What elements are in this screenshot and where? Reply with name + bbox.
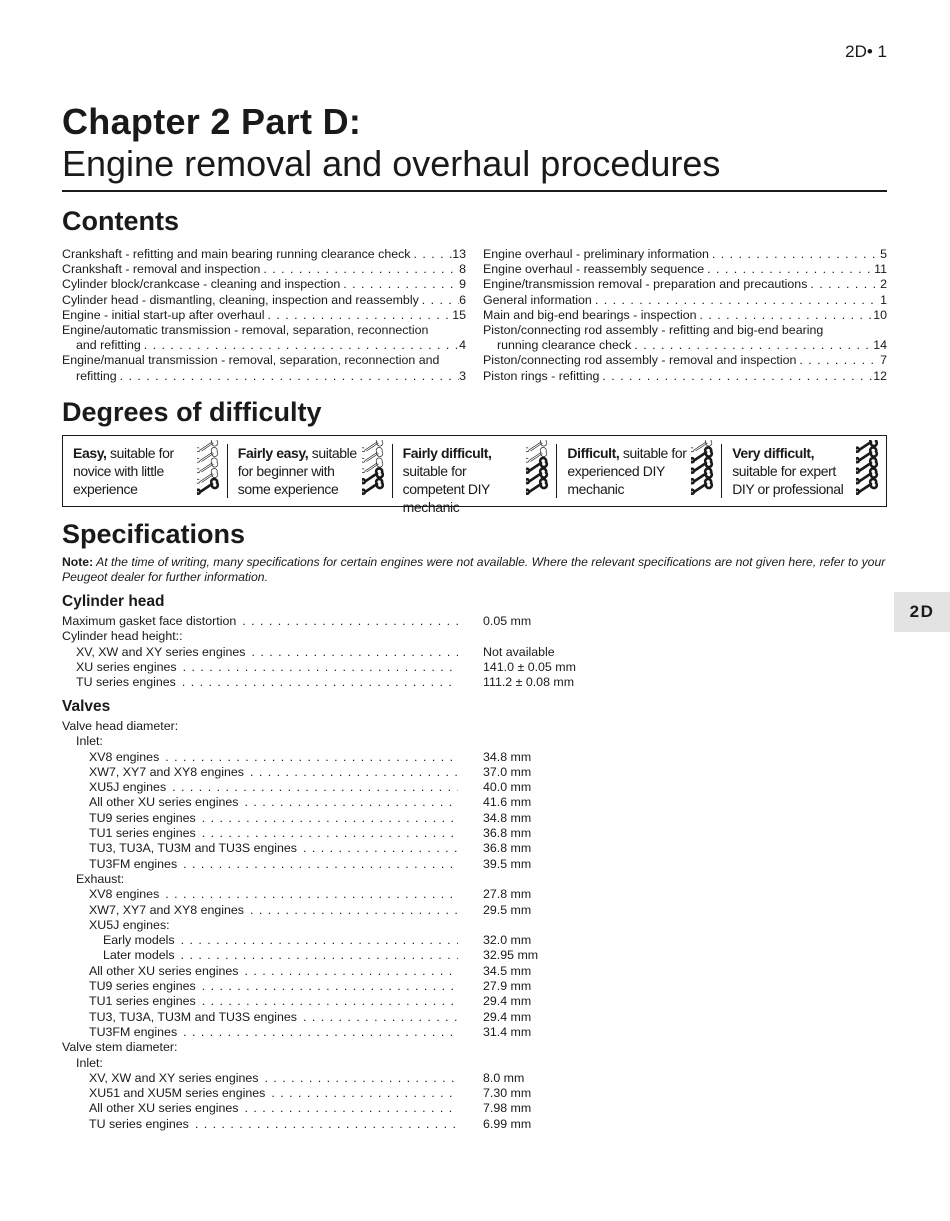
dot-leader (236, 614, 458, 629)
wrench-rating-icon (526, 440, 550, 496)
spec-value: 29.5 mm (483, 902, 532, 917)
contents-entry (62, 277, 466, 292)
difficulty-text: suitable for beginner with some experience (237, 445, 357, 497)
contents-entry-title: Engine/transmission removal - preparation and precautions (483, 277, 808, 292)
contents-entry-title: Engine - initial start-up after overhaul (62, 307, 265, 322)
spec-label: TU3FM engines (89, 856, 178, 871)
contents-entry-page: 4 (459, 338, 466, 353)
contents-entry (62, 262, 466, 277)
spec-value: 31.4 mm (483, 1024, 532, 1039)
dot-leader (297, 841, 458, 856)
spec-row (62, 719, 622, 734)
contents-entry-title: Piston/connecting rod assembly - removal and inspection (483, 353, 797, 368)
spec-row (62, 750, 622, 765)
contents-entry (483, 293, 887, 308)
chapter-subtitle: Engine removal and overhaul procedures (62, 143, 721, 184)
dot-leader (297, 1010, 458, 1025)
spec-row (62, 948, 622, 963)
valves-heading: Valves (62, 698, 111, 715)
contents-entry (483, 277, 887, 292)
contents-entry-page: 10 (873, 307, 887, 322)
spec-row (62, 933, 622, 948)
title-rule (62, 190, 887, 192)
difficulty-level (393, 444, 558, 515)
dot-leader (177, 1025, 458, 1040)
difficulty-level (557, 444, 722, 498)
contents-entry-title: and refitting (76, 338, 141, 353)
dot-leader (238, 795, 458, 810)
contents-entry-page: 3 (459, 368, 466, 383)
spec-row (62, 918, 622, 933)
dot-leader (419, 293, 459, 308)
note-text: At the time of writing, many specifications for certain engines were not available. Where the relevant specifications are not given here, refer to your Peugeot dealer for further information. (62, 555, 886, 584)
spec-row (62, 887, 622, 902)
spec-row (62, 660, 622, 675)
dot-leader (177, 857, 458, 872)
dot-leader (196, 979, 458, 994)
spec-label: XV8 engines (89, 749, 160, 764)
contents-entry (483, 247, 887, 262)
spec-row (62, 811, 622, 826)
spec-label: All other XU series engines (89, 1101, 239, 1116)
spec-row (62, 1040, 622, 1055)
wrench-rating-icon (362, 440, 386, 496)
spec-label: Later models (103, 948, 175, 963)
difficulty-label: Fairly difficult, (402, 445, 492, 461)
difficulty-level (228, 444, 393, 498)
contents-entry (62, 353, 466, 368)
contents-entry-page: 1 (880, 292, 887, 307)
note-label: Note: (62, 555, 94, 569)
difficulty-text: suitable for experienced DIY mechanic (567, 445, 687, 497)
spec-value: 29.4 mm (483, 1009, 532, 1024)
spec-row (62, 1071, 622, 1086)
spec-label: TU3, TU3A, TU3M and TU3S engines (89, 841, 297, 856)
spec-value: 40.0 mm (483, 780, 532, 795)
spec-value: 37.0 mm (483, 764, 532, 779)
spec-row (62, 979, 622, 994)
spec-row (62, 734, 622, 749)
page-number: 2D• 1 (845, 42, 887, 61)
spec-label: XU5J engines (89, 780, 167, 795)
spec-label: Inlet: (76, 734, 103, 749)
difficulty-legend (62, 435, 887, 515)
contents-entry-page: 14 (873, 338, 887, 353)
spec-label: TU9 series engines (89, 810, 196, 825)
spec-label: Maximum gasket face distortion (62, 614, 237, 628)
contents-entry (62, 308, 466, 323)
spec-row (62, 1101, 622, 1116)
dot-leader (238, 964, 458, 979)
dot-leader (631, 338, 873, 353)
contents-entry (62, 323, 466, 338)
spec-value: 34.8 mm (483, 749, 532, 764)
dot-leader (704, 262, 874, 277)
chapter-title: Chapter 2 Part D: (62, 101, 362, 142)
dot-leader (175, 948, 458, 963)
dot-leader (117, 369, 459, 384)
spec-value: 8.0 mm (483, 1070, 525, 1085)
dot-leader (697, 308, 874, 323)
spec-label: Early models (103, 933, 175, 948)
difficulty-label: Very difficult, (732, 445, 815, 461)
spec-label: TU series engines (89, 1116, 189, 1131)
dot-leader (141, 338, 459, 353)
spec-row (62, 1025, 622, 1040)
contents-entry (62, 247, 466, 262)
spec-row (62, 780, 622, 795)
dot-leader (196, 826, 458, 841)
contents-entry-page: 13 (452, 247, 466, 261)
difficulty-description (73, 444, 198, 498)
spec-value: 36.8 mm (483, 841, 532, 856)
dot-leader (196, 811, 458, 826)
spec-value: 41.6 mm (483, 795, 532, 810)
contents-entry (483, 369, 887, 384)
spec-value: 32.0 mm (483, 933, 532, 948)
contents-entry-title: Cylinder head - dismantling, cleaning, inspection and reassembly (62, 292, 419, 307)
difficulty-description (238, 444, 363, 498)
spec-label: XV, XW and XY series engines (76, 644, 246, 659)
spec-label: All other XU series engines (89, 963, 239, 978)
spec-label: XU series engines (76, 659, 177, 674)
spec-value: 141.0 ± 0.05 mm (483, 659, 576, 674)
contents-entry (483, 308, 887, 323)
spec-row (62, 1010, 622, 1025)
contents-entry (483, 353, 887, 368)
spec-row (62, 857, 622, 872)
spec-row (62, 964, 622, 979)
contents-entry-title: Crankshaft - refitting and main bearing running clearance check (62, 247, 411, 261)
contents-entry-page: 7 (880, 353, 887, 368)
spec-label: All other XU series engines (89, 795, 239, 810)
contents-entry (483, 323, 887, 338)
dot-leader (709, 247, 880, 262)
contents-entry-title: running clearance check (497, 338, 632, 353)
valves-specs (62, 719, 622, 1132)
spec-row (62, 1117, 622, 1132)
spec-row (62, 826, 622, 841)
dot-leader (196, 994, 458, 1009)
dot-leader (245, 645, 458, 660)
spec-row (62, 765, 622, 780)
contents-entry-title: refitting (76, 368, 117, 383)
contents-entry (62, 293, 466, 308)
contents-entry (62, 338, 466, 353)
difficulty-description (567, 444, 692, 498)
spec-label: Valve stem diameter: (62, 1040, 178, 1055)
dot-leader (411, 247, 453, 262)
cylinder-head-heading: Cylinder head (62, 593, 165, 610)
difficulty-label: Difficult, (567, 445, 620, 461)
spec-label: TU series engines (76, 675, 176, 690)
spec-row (62, 795, 622, 810)
difficulty-text: suitable for competent DIY mechanic (402, 463, 490, 515)
dot-leader (260, 262, 459, 277)
contents-entry-page: 6 (459, 292, 466, 307)
wrench-rating-icon (197, 440, 221, 496)
contents-entry-page: 11 (874, 262, 887, 277)
dot-leader (176, 675, 458, 690)
difficulty-level (722, 444, 886, 498)
spec-value: 6.99 mm (483, 1116, 532, 1131)
spec-label: TU3FM engines (89, 1024, 178, 1039)
spec-value: 29.4 mm (483, 994, 532, 1009)
spec-row (62, 1056, 622, 1071)
spec-value: 34.5 mm (483, 963, 532, 978)
dot-leader (159, 887, 458, 902)
contents-entry-page: 2 (880, 277, 887, 292)
spec-label: Exhaust: (76, 871, 125, 886)
contents-heading: Contents (62, 206, 179, 236)
spec-row (62, 645, 622, 660)
spec-label: XV8 engines (89, 887, 160, 902)
dot-leader (244, 765, 458, 780)
contents-entry-page: 15 (452, 307, 466, 322)
spec-label: TU9 series engines (89, 979, 196, 994)
contents-entry-page: 8 (459, 262, 466, 277)
spec-row (62, 872, 622, 887)
contents-entry (62, 369, 466, 384)
contents-entry-title: Engine/automatic transmission - removal, separation, reconnection (62, 323, 429, 338)
difficulty-label: Easy, (73, 445, 107, 461)
spec-label: Cylinder head height:: (62, 629, 183, 644)
dot-leader (175, 933, 458, 948)
spec-value: 39.5 mm (483, 856, 532, 871)
spec-label: TU1 series engines (89, 826, 196, 841)
spec-label: XU5J engines: (89, 917, 170, 932)
chapter-side-tab: 2D (894, 592, 950, 632)
dot-leader (238, 1101, 458, 1116)
dot-leader (258, 1071, 458, 1086)
spec-value: 27.8 mm (483, 887, 532, 902)
cylinder-head-specs (62, 614, 622, 690)
spec-label: XV, XW and XY series engines (89, 1070, 259, 1085)
spec-value: 111.2 ± 0.08 mm (483, 675, 575, 690)
dot-leader (599, 369, 873, 384)
spec-row (62, 629, 622, 644)
dot-leader (265, 1086, 458, 1101)
dot-leader (265, 308, 453, 323)
contents-entry-title: Piston/connecting rod assembly - refitting and big-end bearing (483, 323, 824, 338)
contents-right-column (483, 247, 887, 384)
spec-row (62, 1086, 622, 1101)
spec-value: 32.95 mm (483, 948, 539, 963)
difficulty-text: suitable for expert DIY or professional (732, 463, 844, 497)
contents-entry-title: Cylinder block/crankcase - cleaning and inspection (62, 277, 341, 292)
contents-entry-title: Engine/manual transmission - removal, separation, reconnection and (62, 353, 440, 368)
spec-value: Not available (483, 644, 555, 659)
difficulty-heading: Degrees of difficulty (62, 397, 322, 427)
difficulty-level (63, 444, 228, 498)
spec-value: 27.9 mm (483, 979, 532, 994)
wrench-rating-icon (691, 440, 715, 496)
spec-value: 7.30 mm (483, 1086, 532, 1101)
dot-leader (340, 277, 459, 292)
contents-entry-title: Crankshaft - removal and inspection (62, 262, 261, 277)
spec-row (62, 994, 622, 1009)
dot-leader (807, 277, 880, 292)
spec-row (62, 903, 622, 918)
contents-entry (483, 262, 887, 277)
dot-leader (796, 353, 880, 368)
contents-left-column (62, 247, 466, 384)
wrench-rating-icon (856, 440, 880, 496)
contents-entry-title: General information (483, 292, 592, 307)
dot-leader (159, 750, 458, 765)
specifications-heading: Specifications (62, 519, 246, 549)
spec-label: Valve head diameter: (62, 719, 179, 733)
contents-entry-title: Piston rings - refitting (483, 368, 600, 383)
contents-entry-page: 9 (459, 277, 466, 292)
spec-label: XW7, XY7 and XY8 engines (89, 764, 244, 779)
spec-row (62, 841, 622, 856)
difficulty-text: suitable for novice with little experience (73, 445, 174, 497)
dot-leader (592, 293, 880, 308)
dot-leader (189, 1117, 458, 1132)
spec-label: XW7, XY7 and XY8 engines (89, 902, 244, 917)
difficulty-description (732, 444, 857, 498)
contents-entry-page: 12 (873, 368, 887, 383)
spec-row (62, 675, 622, 690)
contents-entry-title: Engine overhaul - preliminary information (483, 247, 709, 261)
spec-value: 36.8 mm (483, 826, 532, 841)
dot-leader (244, 903, 458, 918)
contents-entry-title: Engine overhaul - reassembly sequence (483, 262, 705, 277)
spec-label: TU1 series engines (89, 994, 196, 1009)
spec-value: 0.05 mm (483, 614, 532, 628)
spec-row (62, 614, 622, 629)
contents-entry-title: Main and big-end bearings - inspection (483, 307, 697, 322)
dot-leader (166, 780, 458, 795)
difficulty-description (403, 444, 528, 516)
spec-value: 34.8 mm (483, 810, 532, 825)
spec-label: XU51 and XU5M series engines (89, 1086, 266, 1101)
difficulty-label: Fairly easy, (237, 445, 309, 461)
spec-label: TU3, TU3A, TU3M and TU3S engines (89, 1009, 297, 1024)
spec-label: Inlet: (76, 1055, 103, 1070)
contents-entry (483, 338, 887, 353)
specifications-note (62, 555, 892, 585)
dot-leader (177, 660, 458, 675)
spec-value: 7.98 mm (483, 1101, 532, 1116)
contents-entry-page: 5 (880, 247, 887, 261)
